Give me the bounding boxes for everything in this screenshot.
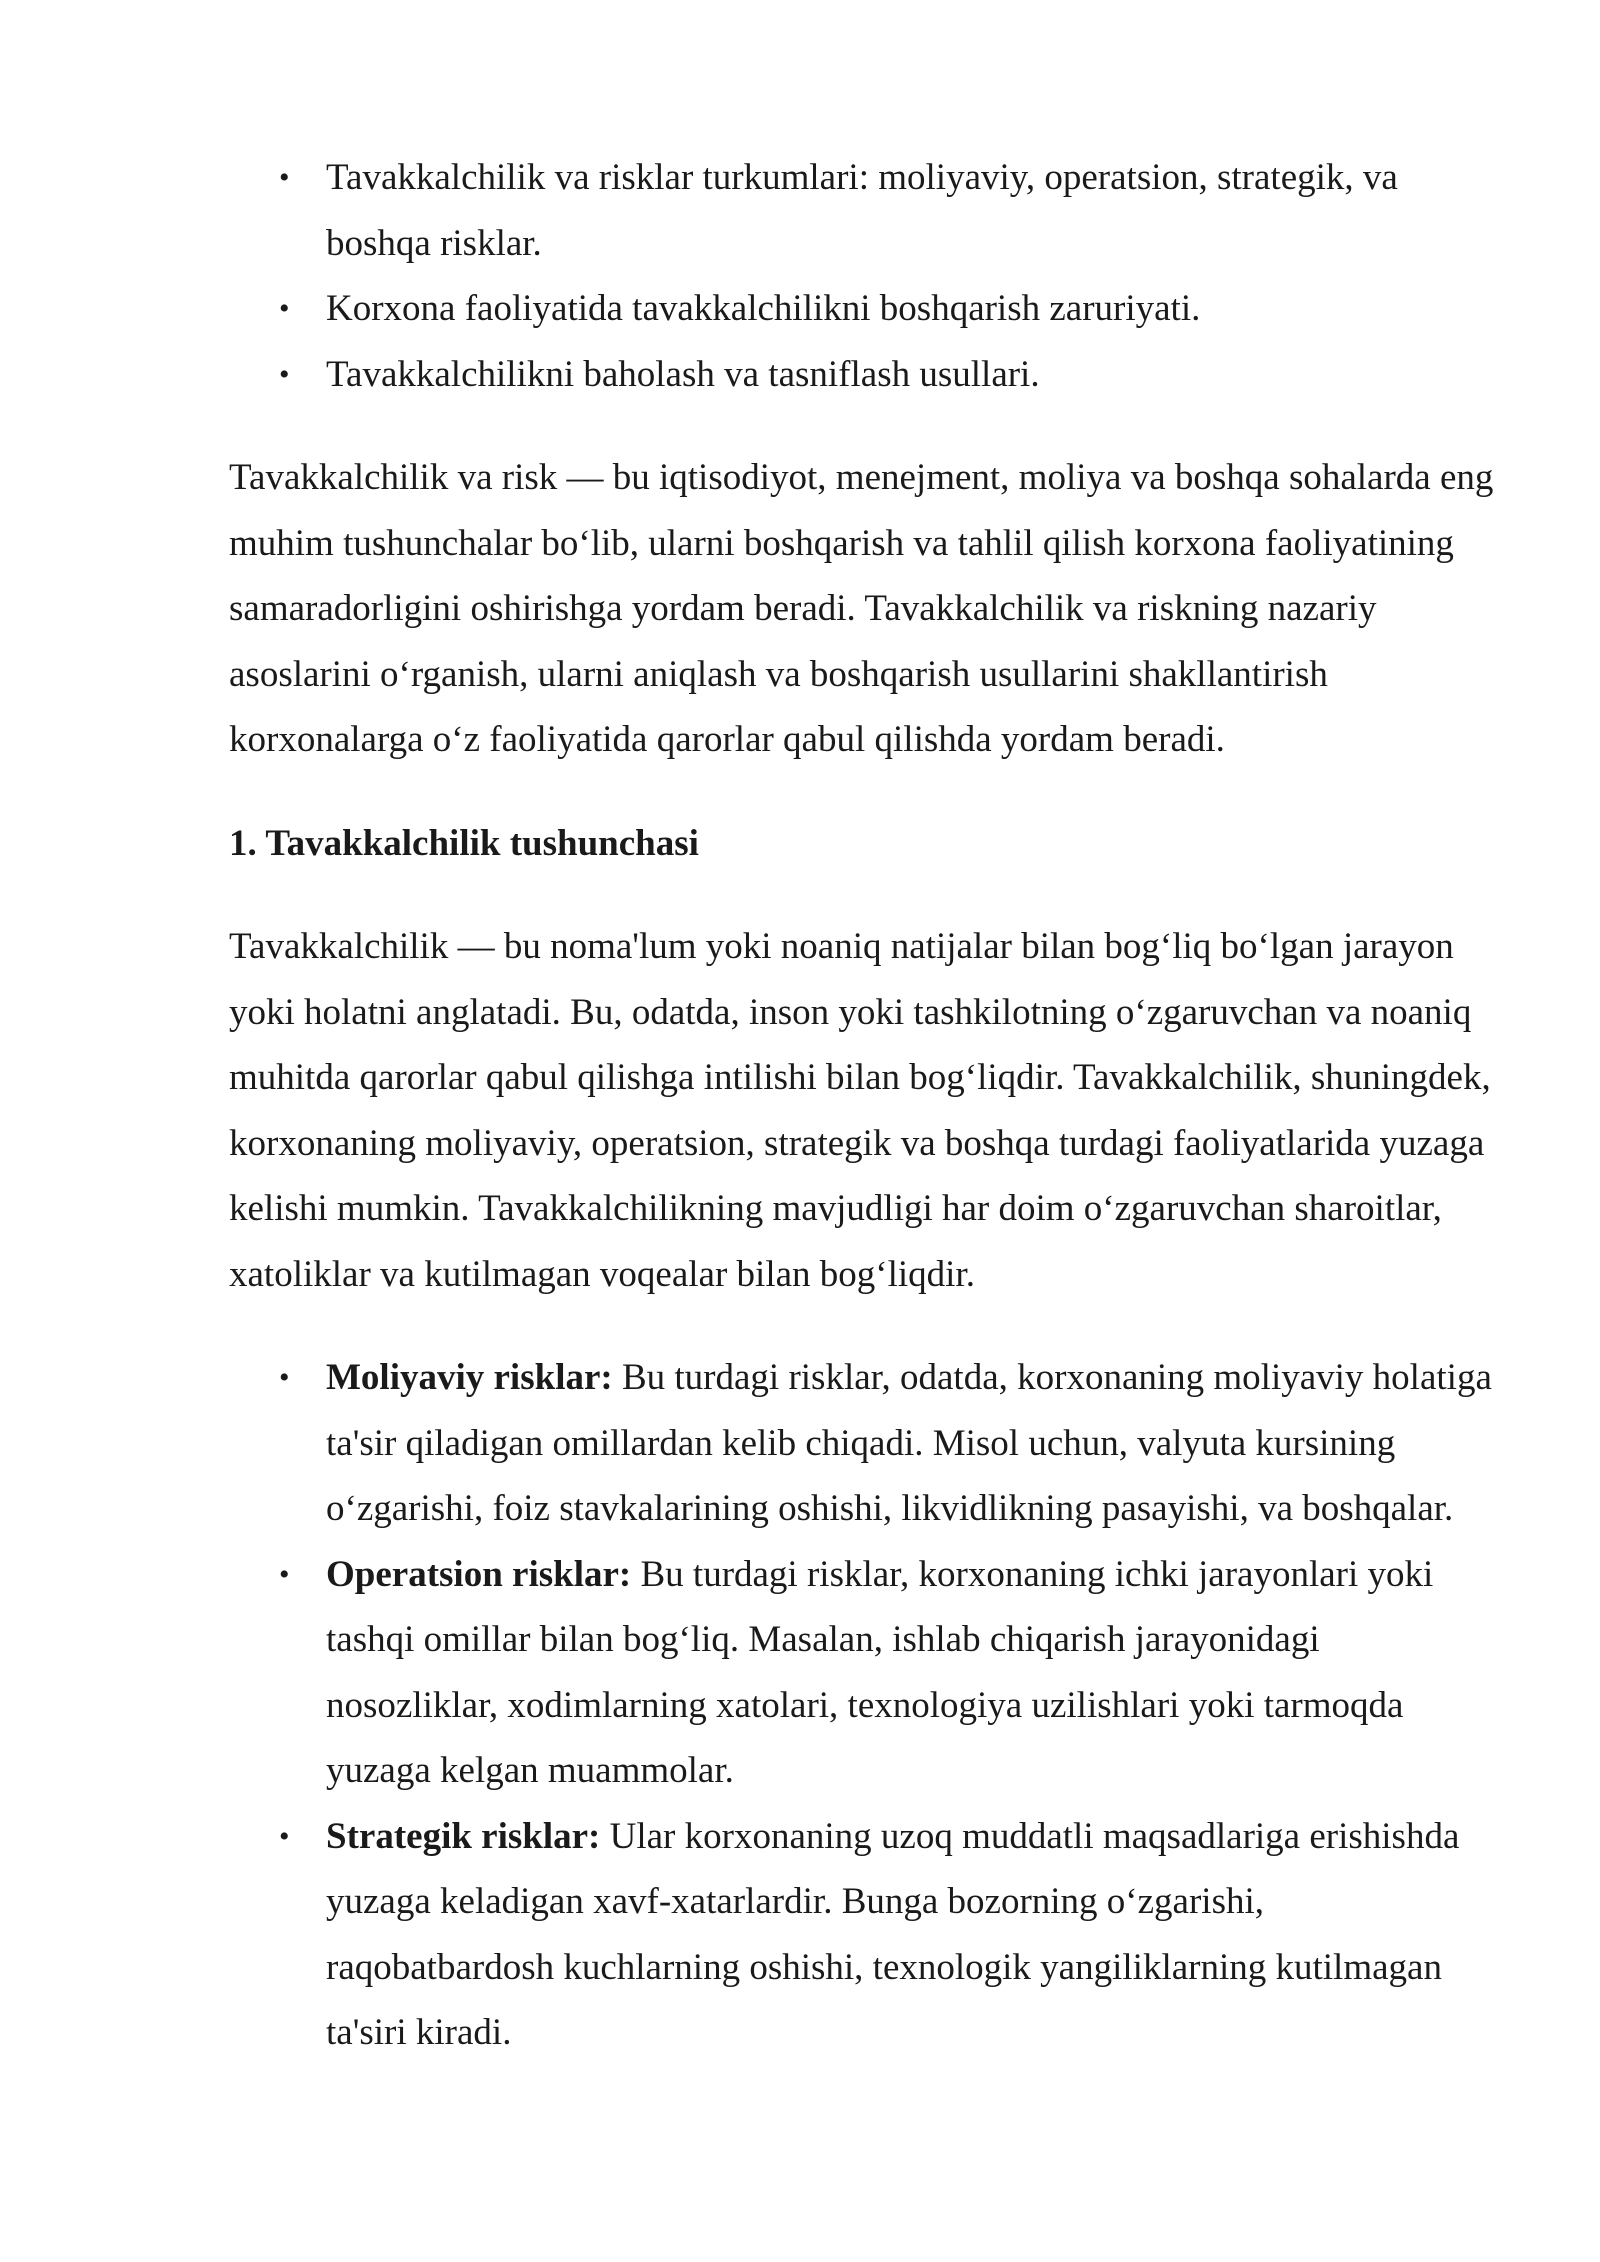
list-item-text: Korxona faoliyatida tavakkalchilikni boshqarish zaruriyati. (326, 288, 1201, 329)
list-item-text: Tavakkalchilikni baholash va tasniflash usullari. (326, 353, 1040, 395)
bullet-icon: • (279, 292, 290, 325)
list-item-text: Tavakkalchilik va risklar turkumlari: moliyaviy, operatsion, strategik, va boshqa risklar. (326, 157, 1398, 264)
definition-paragraph: Tavakkalchilik — bu noma'lum yoki noaniq natijalar bilan bog‘liq bo‘lgan jarayon yoki holatni anglatadi. Bu, odatda, inson yoki tashkilotning o‘zgaruvchan va noaniq muhitda qarorlar qabul qilishga intilishi bilan bog‘liqdir. Tavakkalchilik, shuningdek, korxonaning moliyaviy, operatsion, strategik va boshqa turdagi faoliyatlarida yuzaga kelishi mumkin. Tavakkalchilikning mavjudligi har doim o‘zgaruvchan sharoitlar, xatoliklar va kutilmagan voqealar bilan bog‘liqdir. (229, 926, 1491, 1295)
list-item (229, 1542, 1499, 1804)
list-item (229, 1345, 1499, 1542)
risk-types-list (229, 1345, 1499, 2066)
bullet-icon: • (279, 357, 290, 391)
bullet-icon: • (279, 161, 290, 194)
bullet-icon: • (279, 1819, 290, 1853)
document-page (229, 145, 1499, 2066)
list-item (229, 1804, 1499, 2066)
risk-description: Ular korxonaning uzoq muddatli maqsadlariga erishishda yuzaga keladigan xavf-xatarlardir. Bunga bozorning o‘zgarishi, raqobatbardosh kuchlarning oshishi, texnologik yangiliklarning kutilmagan ta'siri kiradi. (326, 1815, 1460, 2053)
risk-description: Bu turdagi risklar, korxonaning ichki jarayonlari yoki tashqi omillar bilan bog‘liq. Masalan, ishlab chiqarish jarayonidagi nosozliklar, xodimlarning xatolari, texnologiya uzilishlari yoki tarmoqda yuzaga kelgan muammolar. (326, 1553, 1434, 1791)
intro-paragraph: Tavakkalchilik va risk — bu iqtisodiyot, menejment, moliya va boshqa sohalarda eng muhim tushunchalar bo‘lib, ularni boshqarish va tahlil qilish korxona faoliyatining samaradorligini oshirishga yordam beradi. Tavakkalchilik va riskning nazariy asoslarini o‘rganish, ularni aniqlash va boshqarish usullarini shakllantirish korxonalarga o‘z faoliyatida qarorlar qabul qilishda yordam beradi. (229, 457, 1494, 760)
list-item (229, 342, 1499, 408)
risk-description: Bu turdagi risklar, odatda, korxonaning moliyaviy holatiga ta'sir qiladigan omillardan kelib chiqadi. Misol uchun, valyuta kursining o‘zgarishi, foiz stavkalarining oshishi, likvidlikning pasayishi, va boshqalar. (326, 1357, 1492, 1529)
intro-list (229, 145, 1499, 407)
risk-term: Operatsion risklar: (326, 1553, 632, 1595)
risk-term: Moliyaviy risklar: (326, 1357, 613, 1398)
bullet-icon: • (279, 1361, 290, 1394)
section-heading: 1. Tavakkalchilik tushunchasi (229, 822, 699, 864)
risk-term: Strategik risklar: (326, 1815, 601, 1857)
bullet-icon: • (279, 1557, 290, 1591)
list-item (229, 276, 1499, 342)
list-item (229, 145, 1499, 276)
